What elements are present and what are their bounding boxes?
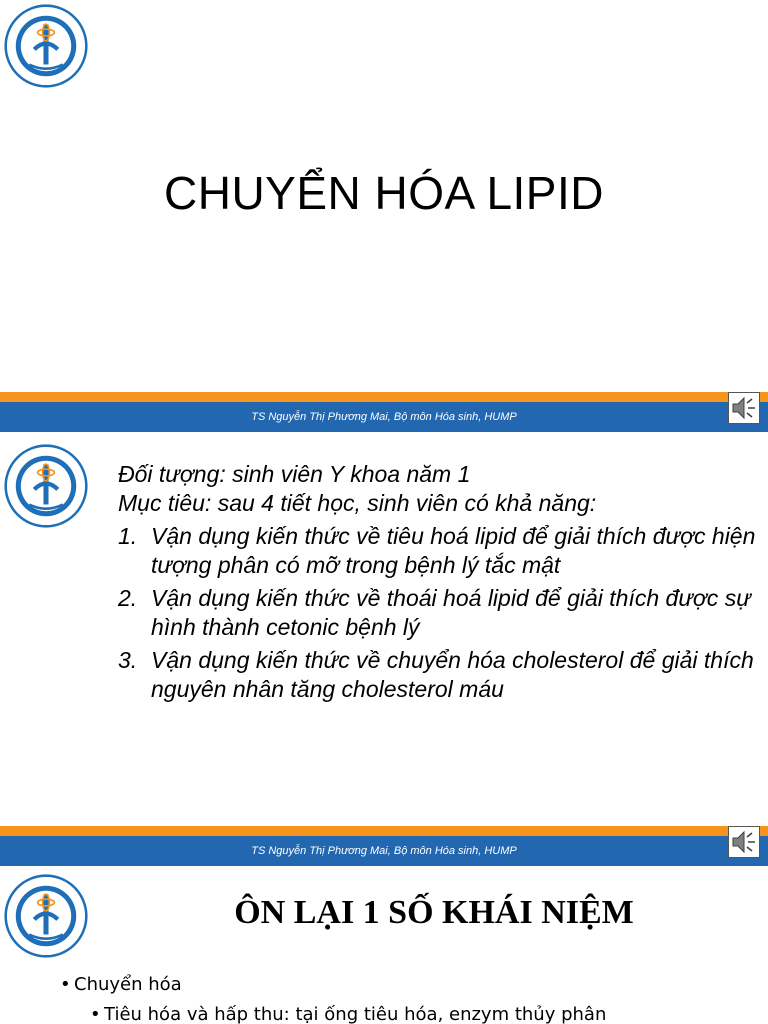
footer-author-text: TS Nguyễn Thị Phương Mai, Bộ môn Hóa sinh, HUMP: [251, 845, 517, 857]
slide-title: ÔN LẠI 1 SỐ KHÁI NIỆM: [234, 894, 634, 931]
slide-2: [0, 432, 768, 816]
objective-number: 2.: [118, 585, 138, 611]
speaker-icon[interactable]: [728, 392, 760, 424]
objective-number: 3.: [118, 647, 138, 673]
bullet-sub-item: • Tiêu hóa và hấp thu: tại ống tiêu hóa, enzym thủy phân: [90, 1000, 760, 1024]
university-logo-icon: [4, 874, 88, 958]
university-logo-icon: [4, 4, 88, 88]
speaker-icon[interactable]: [728, 826, 760, 858]
objective-item: [118, 522, 758, 580]
footer-bar-2: [0, 826, 768, 866]
slide-2-content: [118, 460, 758, 704]
university-logo-icon: [4, 444, 88, 528]
objective-line: Mục tiêu: sau 4 tiết học, sinh viên có khả năng:: [118, 490, 597, 516]
footer-orange-stripe: [0, 826, 768, 836]
objectives-list: [118, 522, 758, 704]
objective-item: [118, 646, 758, 704]
bullet-list: [60, 970, 760, 1024]
slide-1: [0, 0, 768, 392]
bullet-item: • Chuyển hóa: [60, 970, 760, 1000]
slide-3: [0, 870, 768, 1024]
slide-title: CHUYỂN HÓA LIPID: [164, 167, 604, 219]
objective-number: 1.: [118, 523, 138, 549]
subject-line: Đối tượng: sinh viên Y khoa năm 1: [118, 461, 471, 487]
objective-item: [118, 584, 758, 642]
objective-text: Vận dụng kiến thức về thoái hoá lipid để giải thích được sự hình thành cetonic bệnh lý: [151, 585, 751, 640]
objective-text: Vận dụng kiến thức về tiêu hoá lipid để giải thích được hiện tượng phân có mỡ trong bệnh lý tắc mật: [151, 523, 756, 578]
footer-orange-stripe: [0, 392, 768, 402]
objective-text: Vận dụng kiến thức về chuyển hóa cholesterol để giải thích nguyên nhân tăng cholesterol máu: [151, 647, 754, 702]
footer-bar-1: [0, 392, 768, 432]
footer-author-text: TS Nguyễn Thị Phương Mai, Bộ môn Hóa sinh, HUMP: [251, 411, 517, 423]
